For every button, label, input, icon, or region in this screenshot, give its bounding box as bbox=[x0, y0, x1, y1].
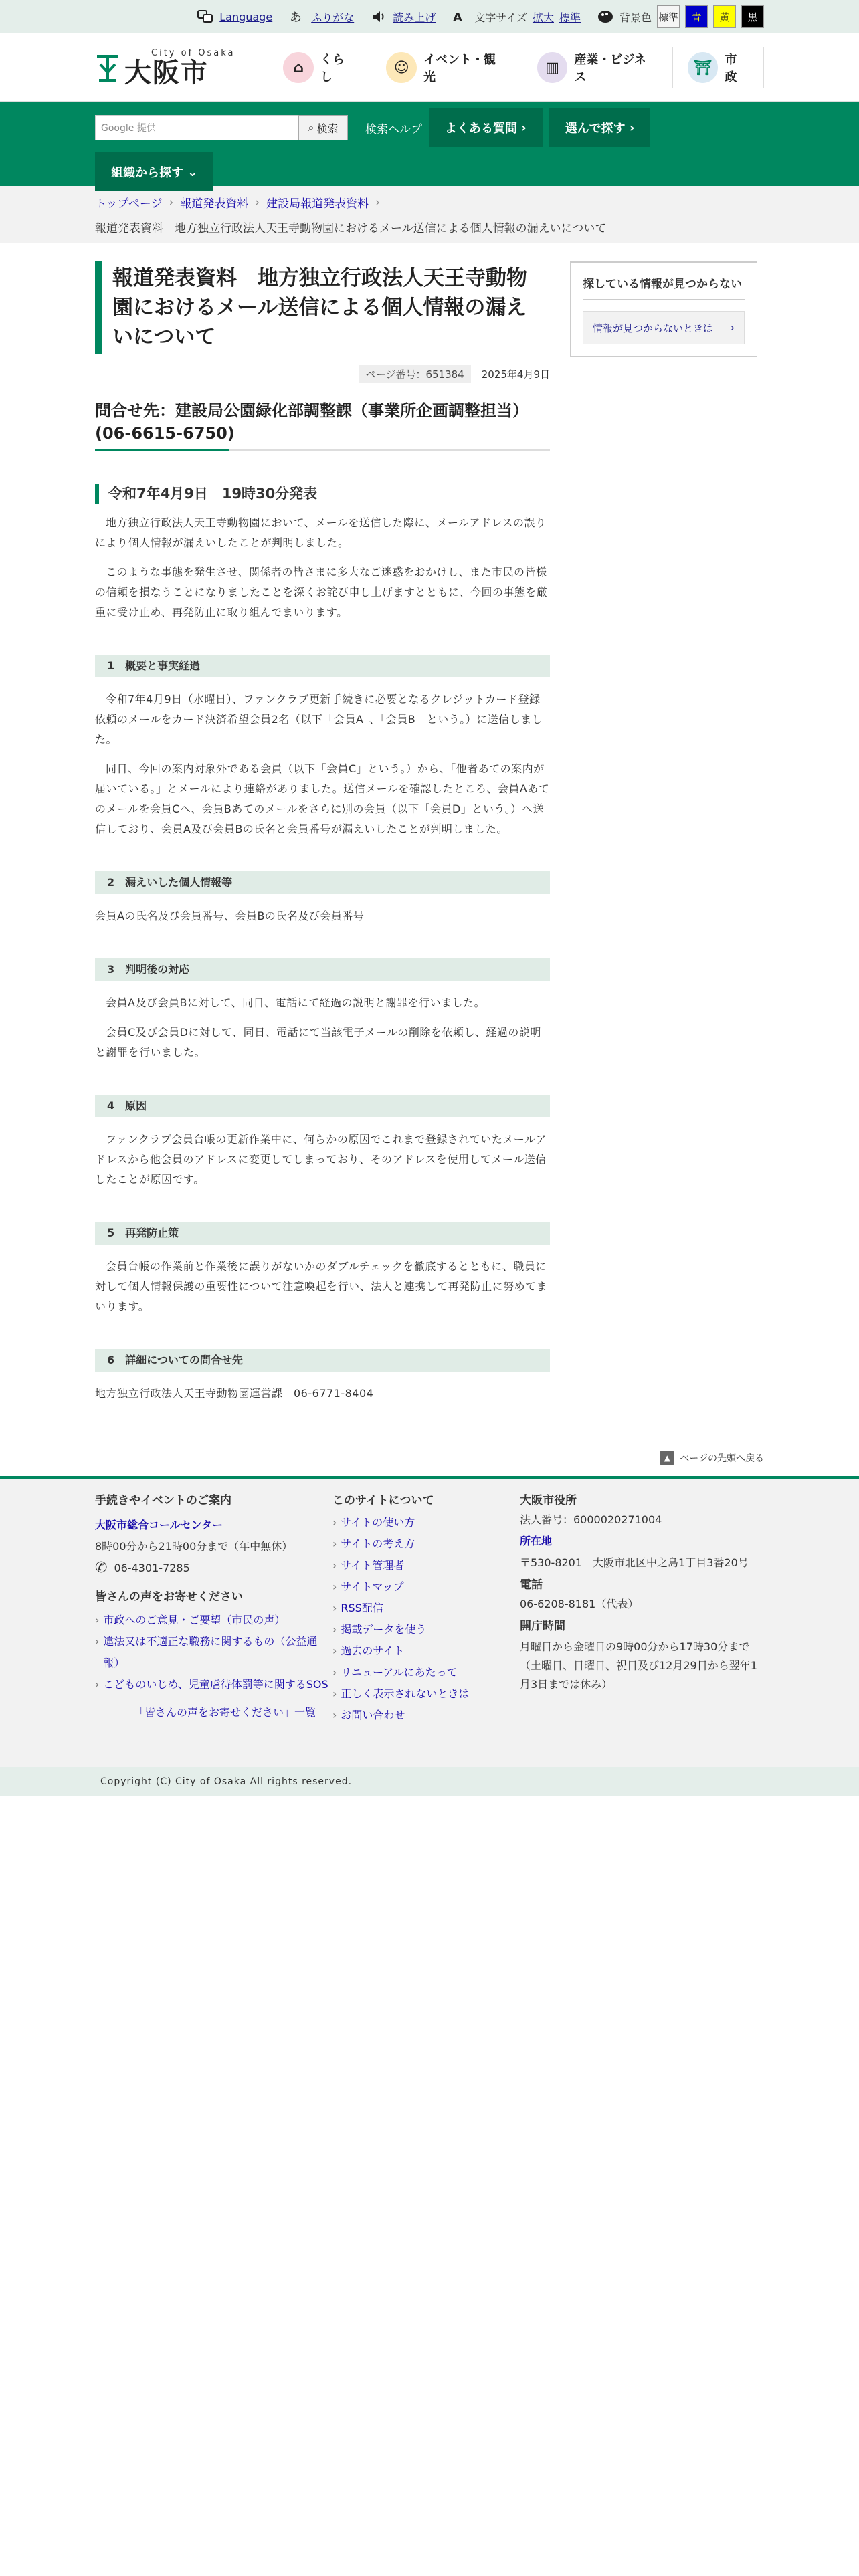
call-center-link[interactable]: 大阪市総合コールセンター bbox=[95, 1519, 223, 1531]
voice-link[interactable]: › こどものいじめ、児童虐待体罰等に関するSOS bbox=[103, 1678, 328, 1691]
section-paragraph: 令和7年4月9日（水曜日）、ファンクラブ更新手続きに必要となるクレジットカード登録依頼のメールをカード決済希望会員2名（以下「会員A」、「会員B」という。）に送信しました。 bbox=[95, 693, 543, 746]
svg-text:A: A bbox=[453, 11, 463, 25]
site-header bbox=[0, 33, 859, 102]
section-heading: 1 概要と事実経過 bbox=[95, 655, 550, 677]
page-title: 報道発表資料 地方独立行政法人天王寺動物園におけるメール送信による個人情報の漏えいについて bbox=[95, 261, 550, 354]
section-paragraph: ファンクラブ会員台帳の更新作業中に、何らかの原因でこれまで登録されていたメールアドレスから他会員のアドレスに変更してしまっており、そのアドレスを使用してメール送信したことが原因です。 bbox=[95, 1133, 547, 1186]
call-center-tel: 06-4301-7285 bbox=[114, 1562, 190, 1574]
faq-button[interactable] bbox=[429, 108, 543, 147]
search-button-label: 検索 bbox=[316, 122, 339, 135]
footer-guide-title: 手続きやイベントのご案内 bbox=[95, 1494, 231, 1507]
breadcrumb-press[interactable]: 報道発表資料 bbox=[180, 197, 249, 211]
language-link[interactable]: Language bbox=[219, 10, 273, 23]
section-heading: 4 原因 bbox=[95, 1095, 550, 1117]
opening-hours: 月曜日から金曜日の9時00分から17時30分まで bbox=[520, 1640, 750, 1653]
phone-icon: ✆ bbox=[95, 1560, 108, 1576]
section-heading: 6 詳細についての問合せ先 bbox=[95, 1349, 550, 1372]
city-emblem-icon bbox=[95, 52, 120, 83]
section-paragraph: 会員台帳の作業前と作業後に誤りがないかのダブルチェックを徹底するとともに、職員に対して個人情報保護の重要性について注意喚起を行い、法人と連携して再発防止に努めてまいります。 bbox=[95, 1260, 548, 1313]
contact-heading: 問合せ先：建設局公園緑化部調整課（事業所企画調整担当）(06-6615-6750) bbox=[95, 399, 550, 451]
breadcrumb-separator: › bbox=[169, 195, 174, 209]
nav-label: 市政 bbox=[725, 53, 737, 84]
background-color-control bbox=[597, 5, 764, 28]
intro-paragraph: このような事態を発生させ、関係者の皆さまに多大なご迷惑をおかけし、また市民の皆様の信頼を損なうことになりましたことを深くお詫び申し上げますとともに、今回の事態を厳重に受け止め、再発防止に取り組んでまいります。 bbox=[95, 566, 548, 619]
footer-list-item bbox=[332, 1598, 520, 1619]
breadcrumb-current: 報道発表資料 地方独立行政法人天王寺動物園におけるメール送信による個人情報の漏えいについて bbox=[95, 222, 607, 235]
nav-shisei[interactable] bbox=[672, 47, 764, 88]
org-button[interactable] bbox=[95, 152, 213, 191]
svg-text:あ: あ bbox=[290, 11, 302, 25]
tel-number: 06-6208-8181（代表） bbox=[520, 1598, 639, 1610]
furigana-item[interactable] bbox=[288, 8, 354, 25]
about-link[interactable]: › RSS配信 bbox=[341, 1602, 383, 1614]
faq-label: よくある質問 bbox=[445, 122, 517, 136]
footer-list-item bbox=[332, 1533, 520, 1555]
copyright-bar bbox=[0, 1767, 859, 1796]
logo-japanese: 大阪市 bbox=[124, 57, 209, 88]
choose-button[interactable] bbox=[549, 108, 651, 147]
font-size-label: 文字サイズ bbox=[474, 11, 527, 24]
tel-label: 電話 bbox=[520, 1578, 543, 1592]
section-paragraph: 会員Aの氏名及び会員番号、会員Bの氏名及び会員番号 bbox=[95, 909, 365, 922]
section-heading: 5 再発防止策 bbox=[95, 1222, 550, 1245]
main-navigation bbox=[268, 47, 764, 88]
footer-list-item bbox=[332, 1512, 520, 1533]
site-search bbox=[95, 115, 348, 140]
background-label: 背景色 bbox=[619, 11, 652, 24]
footer-list-item bbox=[95, 1674, 332, 1695]
footer-list-item bbox=[332, 1555, 520, 1576]
breadcrumb-separator: › bbox=[255, 195, 260, 209]
furigana-icon bbox=[288, 8, 306, 25]
house-icon: ⌂ bbox=[283, 52, 314, 83]
breadcrumb-separator: › bbox=[375, 195, 380, 209]
nav-label: 産業・ビジネス bbox=[574, 53, 646, 84]
about-link[interactable]: › 掲載データを使う bbox=[341, 1623, 427, 1636]
breadcrumb bbox=[0, 186, 859, 243]
chevron-right-icon: › bbox=[731, 322, 735, 334]
bg-blue-button[interactable]: 青 bbox=[685, 5, 708, 28]
footer-list-item bbox=[95, 1631, 332, 1674]
sidebar bbox=[570, 261, 757, 1404]
voice-link[interactable]: › 違法又は不適正な職務に関するもの（公益通報） bbox=[103, 1635, 318, 1669]
intro-paragraph: 地方独立行政法人天王寺動物園において、メールを送信した際に、メールアドレスの誤りにより個人情報が漏えいしたことが判明しました。 bbox=[95, 516, 547, 549]
about-link[interactable]: › サイトマップ bbox=[341, 1580, 404, 1593]
person-icon: ☺ bbox=[386, 52, 417, 83]
chevron-right-icon: › bbox=[625, 120, 635, 135]
section-paragraph: 同日、今回の案内対象外である会員（以下「会員C」という。）から、「他者あての案内が届いている。」とメールにより連絡がありました。送信メールを確認したところ、会員Aあてのメールを会員Cへ、会員Bあてのメールをさらに別の会員（以下「会員D」という。）へ送信しており、会員A及び会員Bの氏名と会員番号が漏えいしたことが判明しました。 bbox=[95, 762, 550, 835]
nav-business[interactable] bbox=[522, 47, 672, 88]
not-found-button[interactable] bbox=[583, 311, 745, 344]
chevron-right-icon: › bbox=[517, 120, 527, 135]
section-heading: 2 漏えいした個人情報等 bbox=[95, 871, 550, 894]
voice-list-link[interactable]: 「皆さんの声をお寄せください」一覧 bbox=[134, 1706, 316, 1719]
page-top-label: ページの先頭へ戻る bbox=[680, 1453, 764, 1464]
breadcrumb-top[interactable]: トップページ bbox=[95, 197, 163, 211]
read-aloud-link[interactable]: 読み上げ bbox=[393, 11, 436, 24]
font-size-standard[interactable]: 標準 bbox=[559, 11, 581, 24]
about-link[interactable]: › サイトの使い方 bbox=[341, 1516, 415, 1529]
footer-list-item bbox=[332, 1576, 520, 1598]
building-icon: ▥ bbox=[537, 52, 568, 83]
nav-event[interactable] bbox=[371, 47, 521, 88]
logo-english: City of Osaka bbox=[151, 47, 235, 58]
site-footer bbox=[0, 1476, 859, 1767]
choose-label: 選んで探す bbox=[565, 122, 626, 136]
search-input[interactable]: Google 提供 bbox=[95, 115, 298, 140]
footer-list-item bbox=[332, 1683, 520, 1705]
not-found-box bbox=[570, 261, 757, 357]
voice-link[interactable]: › 市政へのご意見・ご要望（市民の声） bbox=[103, 1614, 286, 1626]
utility-bar bbox=[0, 0, 859, 33]
nav-label: くらし bbox=[320, 53, 345, 84]
article bbox=[95, 261, 550, 1404]
bg-black-button[interactable]: 黒 bbox=[741, 5, 764, 28]
city-hall-title: 大阪市役所 bbox=[520, 1494, 577, 1507]
furigana-link[interactable]: ふりがな bbox=[311, 11, 355, 24]
page-number: ページ番号：651384 bbox=[359, 365, 471, 383]
location-link[interactable]: 所在地 bbox=[520, 1535, 553, 1547]
chevron-up-icon: ▲ bbox=[660, 1451, 674, 1465]
opening-hours-note: （土曜日、日曜日、祝日及び12月29日から翌年1月3日までは休み） bbox=[520, 1659, 757, 1691]
nav-label: イベント・観光 bbox=[423, 53, 496, 84]
org-label: 組織から探す bbox=[111, 166, 183, 180]
chevron-down-icon: ⌄ bbox=[183, 165, 198, 179]
about-link[interactable]: › お問い合わせ bbox=[341, 1709, 405, 1721]
release-heading: 令和7年4月9日 19時30分発表 bbox=[95, 484, 550, 504]
breadcrumb-construction[interactable]: 建設局報道発表資料 bbox=[266, 197, 369, 211]
page-top-link[interactable] bbox=[95, 1451, 764, 1465]
about-link[interactable]: › リニューアルにあたって bbox=[341, 1666, 458, 1679]
font-size-control bbox=[452, 8, 581, 25]
bg-standard-button[interactable]: 標準 bbox=[657, 5, 680, 28]
voice-title: 皆さんの声をお寄せください bbox=[95, 1590, 243, 1604]
font-size-icon bbox=[452, 8, 469, 25]
nav-kurashi[interactable] bbox=[268, 47, 371, 88]
footer-list-item bbox=[332, 1619, 520, 1640]
call-center-hours: 8時00分から21時00分まで（年中無休） bbox=[95, 1540, 293, 1553]
about-link[interactable]: › サイトの考え方 bbox=[341, 1537, 415, 1550]
palette-icon bbox=[597, 8, 614, 25]
footer-list-item bbox=[332, 1662, 520, 1683]
section-heading: 3 判明後の対応 bbox=[95, 958, 550, 981]
corporate-number: 法人番号：6000020271004 bbox=[520, 1513, 662, 1526]
search-button[interactable] bbox=[298, 115, 348, 140]
global-nav bbox=[0, 102, 859, 186]
city-icon: ⛩ bbox=[688, 52, 719, 83]
footer-list-item bbox=[95, 1610, 332, 1631]
font-size-large[interactable]: 拡大 bbox=[532, 11, 554, 24]
not-found-title: 探している情報が見つからない bbox=[583, 274, 745, 300]
read-aloud-item[interactable] bbox=[370, 8, 436, 25]
search-icon: ⌕ bbox=[308, 121, 314, 134]
speaker-icon bbox=[370, 8, 387, 25]
footer-list-item bbox=[332, 1705, 520, 1726]
section-paragraph: 会員C及び会員Dに対して、同日、電話にて当該電子メールの削除を依頼し、経過の説明と謝罪を行いました。 bbox=[95, 1026, 541, 1059]
site-logo[interactable] bbox=[95, 48, 268, 88]
search-help-link[interactable]: 検索ヘルプ bbox=[365, 122, 422, 136]
about-link[interactable]: › サイト管理者 bbox=[341, 1559, 405, 1572]
copyright: Copyright (C) City of Osaka All rights reserved. bbox=[100, 1776, 353, 1787]
language-icon bbox=[197, 8, 214, 25]
about-link[interactable]: › 正しく表示されないときは bbox=[341, 1687, 470, 1700]
section-paragraph: 地方独立行政法人天王寺動物園運営課 06-6771-8404 bbox=[95, 1387, 374, 1400]
footer-list-item bbox=[332, 1640, 520, 1662]
publish-date: 2025年4月9日 bbox=[481, 368, 550, 381]
address: 〒530-8201 大阪市北区中之島1丁目3番20号 bbox=[520, 1556, 749, 1569]
bg-yellow-button[interactable]: 黄 bbox=[713, 5, 736, 28]
section-paragraph: 会員A及び会員Bに対して、同日、電話にて経過の説明と謝罪を行いました。 bbox=[106, 996, 486, 1009]
hours-label: 開庁時間 bbox=[520, 1620, 565, 1633]
about-link[interactable]: › 過去のサイト bbox=[341, 1644, 405, 1657]
not-found-label: 情報が見つからないときは bbox=[593, 322, 714, 334]
language-item[interactable] bbox=[197, 8, 272, 25]
footer-about-title: このサイトについて bbox=[332, 1494, 434, 1507]
